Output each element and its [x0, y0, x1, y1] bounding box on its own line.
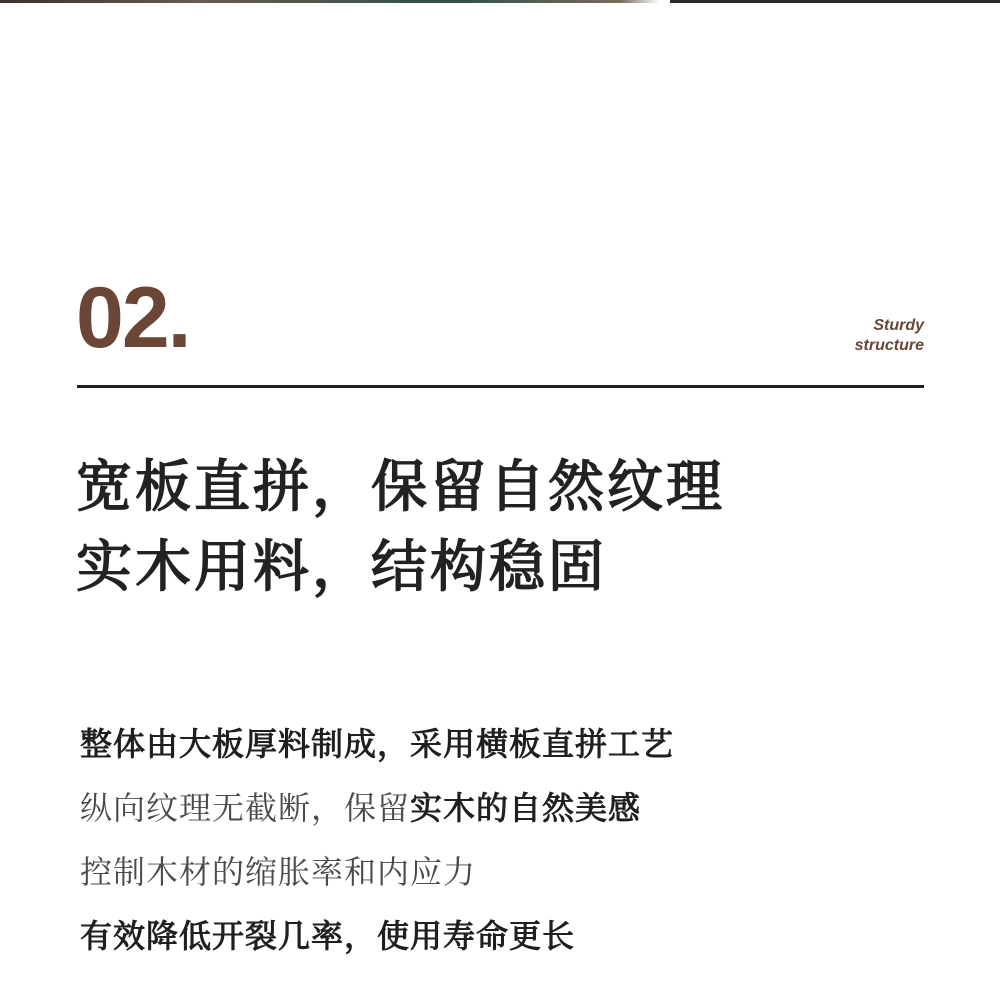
section-number: 02.	[76, 270, 190, 366]
body-line-4: 有效降低开裂几率，使用寿命更长	[80, 917, 576, 955]
section-english-label	[855, 316, 924, 356]
headline-line-1: 宽板直拼，保留自然纹理	[76, 455, 725, 520]
body-line-1: 整体由大板厚料制成，采用横板直拼工艺	[80, 725, 675, 763]
top-image-strip	[0, 0, 1000, 3]
body-line-2-bold: 实木的自然美感	[410, 789, 642, 827]
english-label-line-1: Sturdy	[873, 317, 924, 334]
body-copy	[80, 712, 674, 968]
headline-line-2: 实木用料，结构稳固	[76, 535, 607, 600]
body-line-2-normal: 纵向纹理无截断，保留	[80, 789, 411, 827]
headline	[76, 448, 725, 608]
body-line-3: 控制木材的缩胀率和内应力	[80, 853, 477, 891]
section-divider	[77, 385, 924, 388]
body-line-2	[80, 776, 674, 840]
english-label-line-2: structure	[854, 337, 924, 354]
